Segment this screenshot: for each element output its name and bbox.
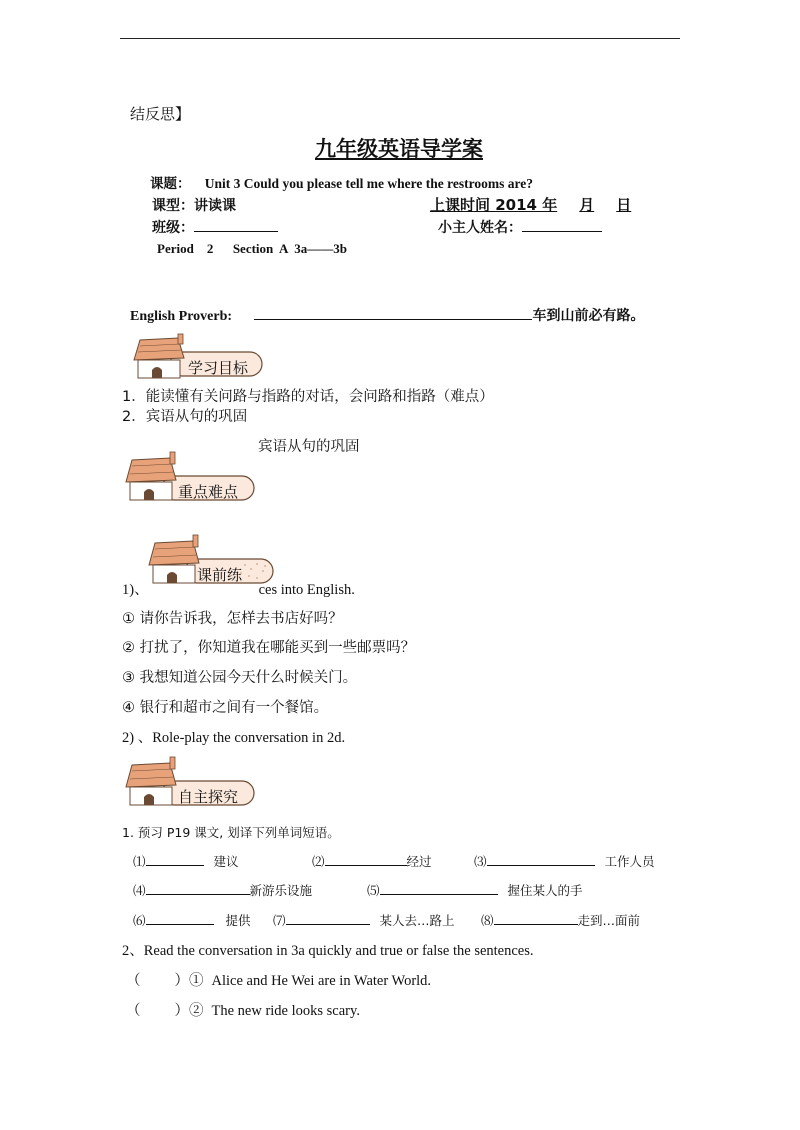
section-title-key-points: 重点难点 xyxy=(178,483,239,501)
phrase-item: ⑸ 握住某人的手 xyxy=(367,880,583,899)
phrase-item: ⑹ 提供 xyxy=(133,910,251,929)
host-label: 小主人姓名： xyxy=(438,220,522,236)
practice-item: ③ 我想知道公园今天什么时候关门。 xyxy=(122,670,358,686)
proverb-label: English Proverb: xyxy=(130,309,233,324)
class-time-label: 上课时间 2014 年 xyxy=(430,196,558,214)
read-instruction: 2、Read the conversation in 3a quickly and true or false the sentences. xyxy=(122,943,534,959)
phrase-item: ⑻ 走到…面前 xyxy=(481,910,640,929)
host-blank[interactable] xyxy=(522,217,602,232)
lesson-type xyxy=(152,195,236,215)
class-time-day: 日 xyxy=(616,196,632,214)
class-label: 班级： xyxy=(152,220,194,236)
phrase-item: ⑺ 某人去…路上 xyxy=(273,910,455,929)
topic-row xyxy=(150,172,533,192)
phrase-item: ⑴ 建议 xyxy=(133,851,239,870)
section-badge-pre-practice xyxy=(145,533,280,583)
proverb-ending: 车到山前必有路。 xyxy=(532,308,645,324)
class-blank[interactable] xyxy=(194,217,278,232)
tf-item: （ ）① Alice and He Wei are in Water World. xyxy=(126,973,432,989)
section-title-pre-practice: 课前练 xyxy=(197,566,243,584)
phrase-item: ⑷ 新游乐设施 xyxy=(133,880,312,899)
practice-item: ② 打扰了，你知道我在哪能买到一些邮票吗？ xyxy=(122,640,416,656)
phrase-item: ⑶ 工作人员 xyxy=(474,851,655,870)
header-fragment: 结反思】 xyxy=(130,105,191,123)
section-badge-goals xyxy=(130,332,265,382)
goal-item: 2．宾语从句的巩固 xyxy=(122,409,248,425)
topic-value: Unit 3 Could you please tell me where the restrooms are? xyxy=(204,176,534,191)
section-title-explore: 自主探究 xyxy=(178,788,239,806)
proverb-row xyxy=(130,305,644,325)
tf-item: （ ）② The new ride looks scary. xyxy=(126,1003,360,1019)
top-rule xyxy=(120,38,680,39)
lesson-type-label: 课型：讲读课 xyxy=(152,198,236,214)
phrase-item: ⑵ 经过 xyxy=(312,851,432,870)
proverb-blank[interactable] xyxy=(254,305,532,320)
period-line: Period 2 Section A 3a——3b xyxy=(157,241,347,256)
page-title: 九年级英语导学案 xyxy=(315,137,483,161)
topic-label: 课题： xyxy=(150,176,191,192)
explore-instruction: 1. 预习 P19 课文, 划译下列单词短语。 xyxy=(122,825,340,840)
instruction-prefix: 1)、 xyxy=(122,582,149,598)
class-time-month: 月 xyxy=(579,196,595,214)
roleplay-line: 2) 、Role-play the conversation in 2d. xyxy=(122,730,346,746)
goal-item: 1．能读懂有关问路与指路的对话，会问路和指路（难点） xyxy=(122,389,494,405)
section-badge-explore xyxy=(122,755,257,805)
practice-item: ① 请你告诉我，怎样去书店好吗？ xyxy=(122,611,343,627)
pre-practice-instruction xyxy=(122,578,355,599)
key-point-text: 宾语从句的巩固 xyxy=(258,439,360,455)
instruction-visible: ces into English. xyxy=(258,582,355,598)
class-row xyxy=(152,217,278,237)
host-row xyxy=(438,217,602,237)
section-badge-key-points xyxy=(122,450,257,500)
practice-item: ④ 银行和超市之间有一个餐馆。 xyxy=(122,700,329,716)
class-time xyxy=(430,194,631,215)
section-title-goals: 学习目标 xyxy=(188,359,249,377)
